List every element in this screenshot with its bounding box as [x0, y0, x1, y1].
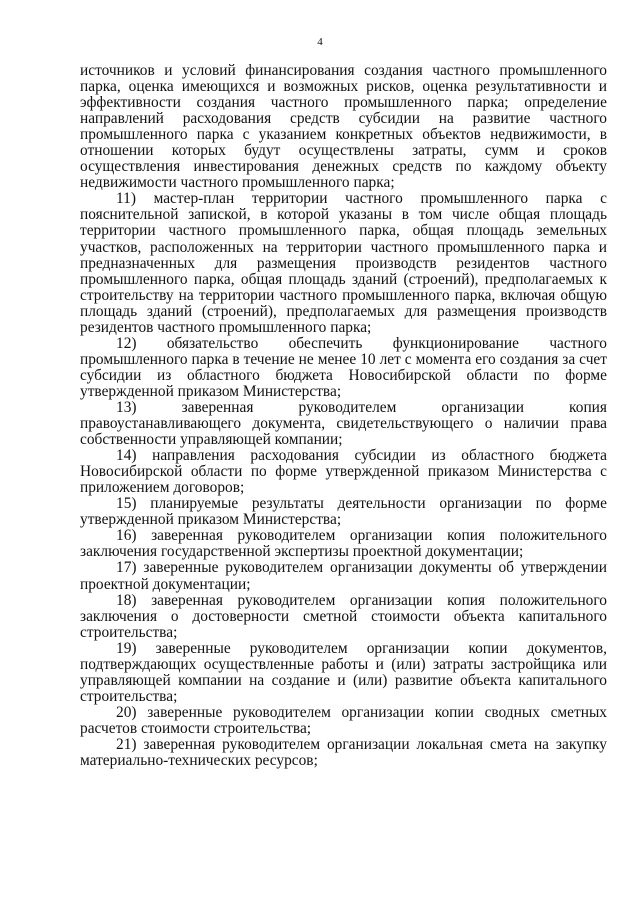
paragraph-item-11: 11) мастер-план территории частного промышленного парка с пояснительной запиской, в которой указаны в том числе общая площадь территории частного промышленного парка, общая площадь земельных участков, расположенных на территории частного промышленного парка и предназначенных для размещения производств резидентов частного промышленного парка, общая площадь зданий (строений), предполагаемых к строительству на территории частного промышленного парка, включая общую площадь зданий (строений), предполагаемых для размещения производств резидентов частного промышленного парка; [80, 190, 607, 336]
paragraph-item-17: 17) заверенные руководителем организации документы об утверждении проектной документации; [80, 559, 607, 593]
paragraph-item-16: 16) заверенная руководителем организации копия положительного заключения государственной экспертизы проектной документации; [80, 527, 607, 561]
paragraph-item-12: 12) обязательство обеспечить функционирование частного промышленного парка в течение не менее 10 лет с момента его создания за счет субсидии из областного бюджета Новосибирской области по форме утвержденной приказом Министерства; [80, 334, 607, 400]
paragraph-item-21: 21) заверенная руководителем организации локальная смета на закупку материально-технических ресурсов; [80, 735, 607, 770]
paragraph-continuation: источников и условий финансирования создания частного промышленного парка, оценка имеющихся и возможных рисков, оценка результативности и эффективности создания частного промышленного парка; определение направлений расходования средств субсидии на развитие частного промышленного парка с указанием конкретных объектов недвижимости, в отношении которых будут осуществлены затраты, сумм и сроков осуществления инвестирования денежных средств по каждому объекту недвижимости частного промышленного парка; [80, 62, 607, 192]
page-number: 4 [317, 36, 323, 48]
paragraph-item-19: 19) заверенные руководителем организации копии документов, подтверждающих осуществленные работы и (или) затраты застройщика или управляющей компании на создание и (или) развитие объекта капитального строительства; [80, 639, 607, 705]
document-body [80, 63, 607, 769]
paragraph-item-15: 15) планируемые результаты деятельности организации по форме утвержденной приказом Министерства; [80, 495, 607, 529]
paragraph-item-18: 18) заверенная руководителем организации копия положительного заключения о достоверности сметной стоимости объекта капитального строительства; [80, 591, 607, 641]
paragraph-item-13: 13) заверенная руководителем организации копия правоустанавливающего документа, свидетельствующего о наличии права собственности управляющей компании; [80, 398, 607, 449]
paragraph-item-20: 20) заверенные руководителем организации копии сводных сметных расчетов стоимости строительства; [80, 703, 607, 737]
paragraph-item-14: 14) направления расходования субсидии из областного бюджета Новосибирской области по форме утвержденной приказом Министерства с приложением договоров; [80, 447, 607, 497]
